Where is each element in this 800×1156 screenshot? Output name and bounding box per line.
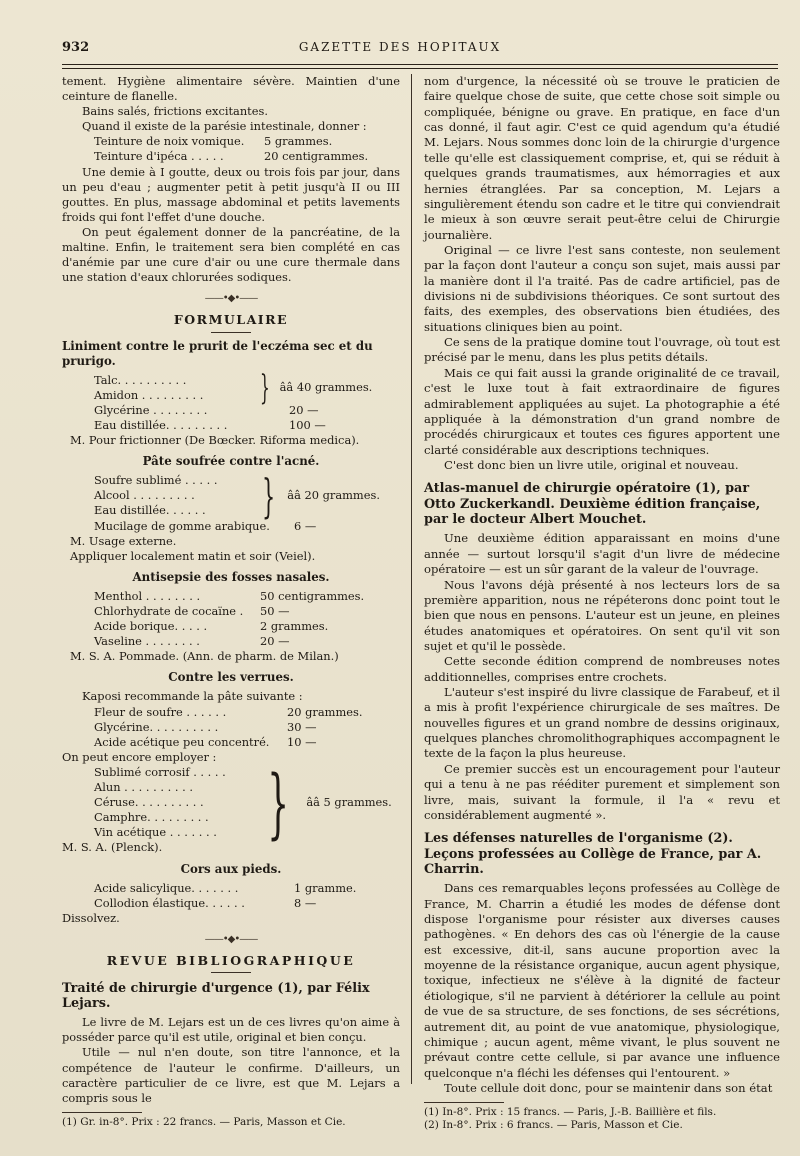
ingredient-row: Acide acétique peu concentré. 10 — bbox=[94, 734, 317, 749]
ingredient-row: Acide borique. . . . . 2 grammes. bbox=[94, 619, 329, 634]
ingredient-quantity: ââ 20 grammes. bbox=[287, 488, 380, 503]
paragraph: On peut encore employer : bbox=[62, 749, 217, 764]
paragraph: Toute cellule doit donc, pour se maintenir dans son état bbox=[444, 1081, 773, 1095]
recipe-note: M. S. A. (Plenck). bbox=[62, 840, 163, 855]
paragraph: Quand il existe de la parésie intestinale, donner : bbox=[82, 119, 367, 134]
ingredient-name: Soufre sublimé . . . . . bbox=[94, 473, 218, 488]
paragraph: L'auteur s'est inspiré du livre classique de Farabeuf, et il a mis à profit l'expérience chirurgicale de ses maîtres. De nouvelles figures et un grand nombre de dessins originaux, quelques planches chromolithographiques accompagnent le texte de la façon la plus heureuse. bbox=[424, 685, 780, 761]
ingredient-quantity: ââ 5 grammes. bbox=[306, 795, 392, 810]
paragraph: Kaposi recommande la pâte suivante : bbox=[82, 689, 303, 704]
paragraph: C'est donc bien un livre utile, original et nouveau. bbox=[444, 457, 739, 472]
ingredient-name: Vin acétique . . . . . . . bbox=[94, 825, 217, 840]
book-title: Traité de chirurgie d'urgence (1), par Félix Lejars. bbox=[62, 981, 370, 1012]
paragraph: Mais ce qui fait aussi la grande originalité de ce travail, c'est le luxe tout à fait extraordinaire de figures admirablement appliquées au sujet. La photographie a été appliquée à la démonstration d'un grand nombre de procédés chirurgicaux et toutes ces figures apportent une clarté considérable aux descriptions techniques. bbox=[424, 365, 780, 457]
ingredient-quantity: ââ 40 grammes. bbox=[279, 380, 373, 395]
ingredient-name: Alcool . . . . . . . . . bbox=[94, 488, 195, 503]
header-rule bbox=[62, 64, 778, 65]
ingredient-row: Teinture d'ipéca . . . . . 20 centigrammes. bbox=[94, 149, 369, 164]
ingredient-name: Camphre. . . . . . . . . bbox=[94, 810, 209, 825]
recipe-title: Antisepsie des fosses nasales. bbox=[132, 569, 330, 584]
recipe-note: Appliquer localement matin et soir (Veiel). bbox=[70, 548, 316, 563]
ornament-divider: ——•◆•—— bbox=[204, 293, 258, 305]
section-title: REVUE BIBLIOGRAPHIQUE bbox=[106, 952, 356, 968]
ingredient-row: Mucilage de gomme arabique. 6 — bbox=[94, 518, 317, 533]
ingredient-name: Talc. . . . . . . . . . bbox=[94, 372, 187, 387]
recipe-note: M. S. A. Pommade. (Ann. de pharm. de Milan.) bbox=[70, 649, 339, 664]
ingredient-group bbox=[62, 367, 400, 408]
section-title: FORMULAIRE bbox=[173, 312, 289, 328]
footnote: (1) In-8°. Prix : 15 francs. — Paris, J.-B. Baillière et fils. bbox=[424, 1106, 717, 1119]
header-rule-thin bbox=[62, 68, 778, 69]
brace-glyph: } bbox=[267, 757, 290, 847]
recipe-note: M. Pour frictionner (De Bœcker. Riforma medica). bbox=[70, 433, 360, 448]
paragraph: Le livre de M. Lejars est un de ces livres qu'on aime à posséder parce qu'il est utile, original et bien conçu. bbox=[62, 1015, 400, 1045]
brace-glyph: } bbox=[262, 468, 276, 523]
paragraph: Dans ces remarquables leçons professées au Collège de France, M. Charrin a étudié les modes de défense dont dispose l'organisme pour résister aux diverses causes pathogènes. « En dehors des cas où l'énergie de la cause est excessive, dit-il, sans aucune proportion avec la moyenne de la résistance organique, aucun agent physique, toxique, infectieux ne s'élève à la dignité de facteur étiologique, s'il ne parvient à détériorer la cellule au point de vue de sa structure, de ses fonctions, de ses sécrétions, autrement dit, au point de vue anatomique, physiologique, chimique ; aucun agent, même vivant, le plus souvent ne prévaut contre cette cellule, si par avance une influence quelconque n'a fléchi les défenses qui l'entourent. » bbox=[424, 881, 780, 1080]
ingredient-row: Chlorhydrate de cocaïne . 50 — bbox=[94, 604, 290, 618]
left-column bbox=[62, 74, 400, 1129]
paragraph: Ce premier succès est un encouragement pour l'auteur qui a tenu à ne pas rééditer purement et simplement son livre, mais, suivant la formule, il l'a « revu et considérablement augmenté ». bbox=[424, 761, 780, 822]
ingredient-name: Eau distillée. . . . . . bbox=[94, 503, 206, 518]
paragraph: Utile — nul n'en doute, son titre l'annonce, et la compétence de l'auteur le confirme. D'ailleurs, un caractère particulier de ce livre, est que M. Lejars a compris sous le bbox=[62, 1045, 400, 1105]
paragraph: tement. Hygiène alimentaire sévère. Maintien d'une ceinture de flanelle. bbox=[62, 74, 400, 104]
footnote-rule bbox=[424, 1102, 504, 1103]
recipe-title: Contre les verrues. bbox=[168, 670, 294, 685]
ingredient-name: Céruse. . . . . . . . . . bbox=[94, 795, 204, 810]
footnote: (1) Gr. in-8°. Prix : 22 francs. — Paris, Masson et Cie. bbox=[62, 1115, 346, 1128]
recipe-note: Dissolvez. bbox=[62, 910, 120, 925]
journal-title: GAZETTE DES HOPITAUX bbox=[298, 40, 502, 54]
ingredient-group bbox=[62, 757, 400, 847]
footnote: (2) In-8°. Prix : 6 francs. — Paris, Masson et Cie. bbox=[424, 1119, 683, 1132]
ingredient-row: Glycérine . . . . . . . . 20 — bbox=[94, 402, 319, 417]
ingredient-row: Vaseline . . . . . . . . 20 — bbox=[94, 634, 290, 649]
paragraph: Une deuxième édition apparaissant en moins d'une année — surtout lorsqu'il s'agit d'un livre de médecine opératoire — est un sûr garant de la valeur de l'ouvrage. bbox=[424, 531, 780, 577]
ingredient-row: Fleur de soufre . . . . . . 20 grammes. bbox=[94, 704, 363, 719]
ornament-divider: ——•◆•—— bbox=[204, 933, 258, 945]
page-number: 932 bbox=[62, 40, 90, 55]
brace-glyph: } bbox=[259, 367, 270, 408]
ingredient-name: Amidon . . . . . . . . . bbox=[94, 387, 204, 402]
ingredient-row: Teinture de noix vomique. 5 grammes. bbox=[94, 134, 333, 149]
ingredient-group bbox=[62, 468, 400, 523]
ingredient-row: Eau distillée. . . . . . . . . 100 — bbox=[94, 417, 326, 432]
paragraph: Ce sens de la pratique domine tout l'ouvrage, où tout est précisé par le menu, dans les plus petits détails. bbox=[424, 335, 780, 365]
ingredient-name: Sublimé corrosif . . . . . bbox=[94, 764, 226, 779]
right-column bbox=[424, 74, 780, 1132]
column-divider bbox=[411, 74, 412, 1084]
divider bbox=[211, 972, 251, 973]
book-title: Atlas-manuel de chirurgie opératoire (1), par Otto Zuckerkandl. Deuxième édition française, par le docteur Albert Mouchet. bbox=[424, 481, 761, 528]
divider bbox=[211, 332, 251, 333]
recipe-title: Pâte soufrée contre l'acné. bbox=[142, 454, 320, 469]
paragraph: Original — ce livre l'est sans conteste, non seulement par la façon dont l'auteur a conçu son sujet, mais aussi par la manière dont il l'a traité. Pas de cadre artificiel, pas de divisions ni de subdivisions théoriques. Ce sont surtout des faits, des exemples, des observations bien étudiées, des situations cliniques bien au point. bbox=[424, 242, 780, 334]
paragraph: On peut également donner de la pancréatine, de la maltine. Enfin, le traitement sera bien complété en cas d'anémie par une cure d'air ou une cure thermale dans une station d'eaux chlorurées sodiques. bbox=[62, 224, 400, 285]
paragraph: Bains salés, frictions excitantes. bbox=[82, 104, 268, 119]
book-title: Les défenses naturelles de l'organisme (2). Leçons professées au Collège de France, par A. Charrin. bbox=[424, 831, 762, 877]
ingredient-name: Alun . . . . . . . . . . bbox=[94, 780, 193, 795]
ingredient-row: Collodion élastique. . . . . . 8 — bbox=[94, 895, 317, 910]
recipe-title: Liniment contre le prurit de l'eczéma sec et du prurigo. bbox=[62, 338, 373, 368]
recipe-title: Cors aux pieds. bbox=[180, 861, 282, 876]
recipe-note: M. Usage externe. bbox=[70, 533, 177, 548]
paragraph: nom d'urgence, la nécessité où se trouve le praticien de faire quelque chose de suite, que cette chose soit simple ou compliquée, bénigne ou grave. En pratique, en face d'un cas donné, il faut agir. C'est ce quid agendum qu'a étudié M. Lejars. Nous sommes donc loin de la chirurgie d'urgence telle qu'elle est classiquement comprise, et, qui se réduit à quelques grands traumatismes, aux hémorragies et aux hernies étranglées. Par sa conception, M. Lejars a singulièrement étendu son cadre et le titre qui conviendrait le mieux à son œuvre serait peut-être celui de Chirurgie journalière. bbox=[424, 74, 780, 242]
ingredient-row: Acide salicylique. . . . . . . 1 gramme. bbox=[94, 880, 357, 895]
paragraph: Nous l'avons déjà présenté à nos lecteurs lors de sa première apparition, nous ne répéterons donc point tout le bien que nous en pensons. L'auteur est un jeune, en pleines études anatomiques et opératoires. On sent qu'il vit son sujet et qu'il le possède. bbox=[424, 577, 780, 653]
paragraph: Cette seconde édition comprend de nombreuses notes additionnelles, comprises entre crochets. bbox=[424, 654, 780, 684]
ingredient-row: Glycérine. . . . . . . . . . 30 — bbox=[94, 719, 317, 734]
ingredient-row: Menthol . . . . . . . . 50 centigrammes. bbox=[94, 588, 365, 603]
paragraph: Une demie à I goutte, deux ou trois fois par jour, dans un peu d'eau ; augmenter petit à petit jusqu'à II ou III gouttes. En plus, massage abdominal et petits lavements froids qui font l'effet d'une douche. bbox=[62, 164, 400, 224]
footnote-rule bbox=[62, 1112, 142, 1113]
